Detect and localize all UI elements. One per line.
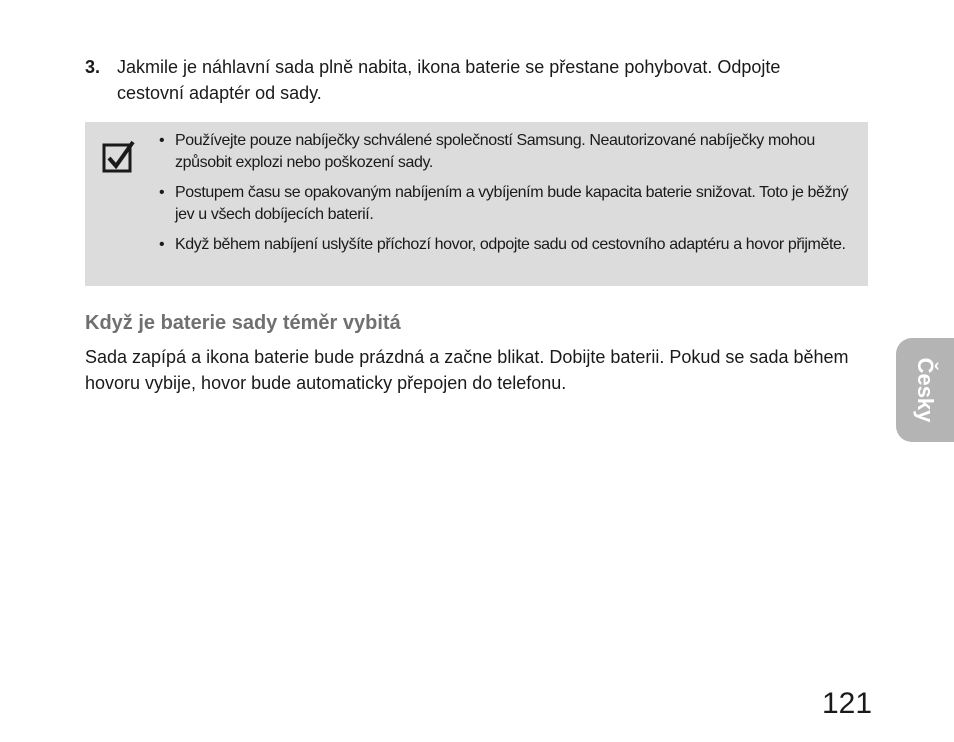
section-body: Sada zapípá a ikona baterie bude prázdná a začne blikat. Dobijte baterii. Pokud se sada během hovoru vybije, hovor bude automaticky přepojen do telefonu. [85,347,849,393]
bullet: • [159,132,165,149]
bullet: • [159,184,165,201]
note-item-text: Když během nabíjení uslyšíte příchozí hovor, odpojte sadu od cestovního adaptéru a hovor přijměte. [175,236,846,253]
note-item-text: Používejte pouze nabíječky schválené společností Samsung. Neautorizované nabíječky mohou způsobit explozi nebo poškození sady. [175,132,815,171]
note-item-text: Postupem času se opakovaným nabíjením a vybíjením bude kapacita baterie snižovat. Toto je běžný jev u všech dobíjecích baterií. [175,184,849,223]
note-list [159,130,859,264]
section-heading: Když je baterie sady téměr vybitá [85,312,401,334]
step-number: 3. [85,57,101,77]
note-box [85,122,868,286]
language-tab-label: Česky [913,357,938,423]
step-3 [85,54,845,106]
bullet: • [159,236,165,253]
note-item [159,234,859,256]
note-item [159,182,859,226]
step-text: Jakmile je náhlavní sada plně nabita, ikona baterie se přestane pohybovat. Odpojte cestovní adaptér od sady. [117,57,781,103]
checkmark-box-icon [102,139,136,173]
language-tab [896,338,954,442]
page-number: 121 [822,687,873,720]
note-item [159,130,859,174]
